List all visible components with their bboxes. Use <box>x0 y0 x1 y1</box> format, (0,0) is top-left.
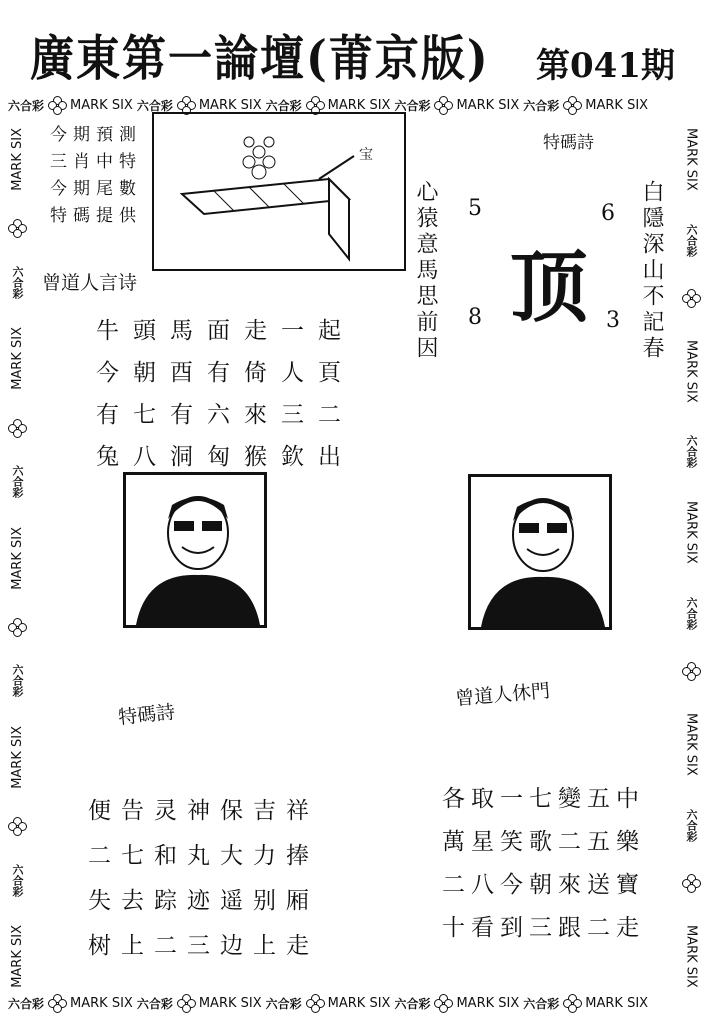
bottom-banner: 六合彩 MARK SIX 六合彩 MARK SIX 六合彩 MARK SIX 六合彩 MARK SIX 六合彩 MARK SIX <box>8 994 648 1012</box>
poem-left-lines <box>96 312 355 471</box>
top-banner: 六合彩 MARK SIX 六合彩 MARK SIX 六合彩 MARK SIX 六合彩 MARK SIX 六合彩 MARK SIX <box>8 96 648 114</box>
portrait-image <box>126 475 264 625</box>
number-bottom-left: 8 <box>468 305 482 330</box>
prediction-labels <box>50 122 142 230</box>
banner-mark-six: MARK SIX <box>70 97 133 113</box>
poem-line: 失去踪迹遥别厢 <box>88 888 319 914</box>
number-bottom-right: 3 <box>606 308 620 333</box>
bottom-left-caption: 特碼詩 <box>117 701 177 729</box>
flower-icon <box>434 994 452 1012</box>
left-verse-column: 心猿意馬思前因 <box>413 180 438 362</box>
poem-line: 树上二三边上走 <box>88 933 319 959</box>
flower-icon <box>8 219 26 237</box>
poem-line: 萬星笑歌二五樂 <box>442 829 645 855</box>
flower-icon <box>563 96 581 114</box>
bottom-left-poem <box>88 792 319 960</box>
flower-icon <box>8 817 26 835</box>
poem-line: 十看到三跟二走 <box>442 915 645 941</box>
flower-icon <box>48 994 66 1012</box>
flower-icon <box>48 96 66 114</box>
poem-line: 各取一七變五中 <box>442 786 645 812</box>
page-title: 廣東第一論壇(莆京版) <box>30 30 490 87</box>
right-verse-column: 白隱深山不記春 <box>639 180 664 362</box>
right-banner: MARK SIX 六合彩 MARK SIX 六合彩 MARK SIX 六合彩 MARK SIX 六合彩 MARK SIX <box>682 128 700 988</box>
bottom-right-caption: 曾道人休門 <box>454 679 551 711</box>
number-top-right: 6 <box>601 201 615 226</box>
poem-left-title: 曾道人言诗 <box>42 272 138 294</box>
prediction-line: 今期尾數 <box>50 179 142 199</box>
prediction-line: 特碼提供 <box>50 206 142 226</box>
poem-line: 兔八洞匈猴欽出 <box>96 444 355 470</box>
flower-icon <box>434 96 452 114</box>
poem-line: 二八今朝來送寶 <box>442 872 645 898</box>
poem-line: 牛頭馬面走一起 <box>96 318 355 344</box>
svg-text:宝: 宝 <box>359 147 373 163</box>
poem-line: 二七和丸大力捧 <box>88 843 319 869</box>
bench-illustration <box>154 114 404 269</box>
banner-lhc: 六合彩 <box>8 98 45 113</box>
illustration-frame <box>152 112 406 271</box>
flower-icon <box>306 994 324 1012</box>
poem-line: 今朝酉有倚人頁 <box>96 360 355 386</box>
flower-icon <box>563 994 581 1012</box>
special-poem-label: 特碼詩 <box>543 133 594 153</box>
flower-icon <box>8 419 26 437</box>
portrait-photo-left <box>123 472 267 628</box>
flower-icon <box>8 618 26 636</box>
issue-number: 第041期 <box>536 46 675 86</box>
flower-icon <box>177 994 195 1012</box>
featured-character: 顶 <box>510 243 589 333</box>
portrait-photo-right <box>468 474 612 630</box>
flower-icon <box>682 874 700 892</box>
portrait-image <box>471 477 609 627</box>
flower-icon <box>682 662 700 680</box>
flower-icon <box>682 289 700 307</box>
left-banner: MARK SIX 六合彩 MARK SIX 六合彩 MARK SIX 六合彩 MARK SIX 六合彩 MARK SIX <box>8 128 26 988</box>
number-top-left: 5 <box>468 196 482 221</box>
prediction-line: 今期預測 <box>50 125 142 145</box>
prediction-line: 三肖中特 <box>50 152 142 172</box>
bottom-right-poem <box>442 780 645 942</box>
poem-line: 有七有六來三二 <box>96 402 355 428</box>
poem-line: 便告灵神保吉祥 <box>88 798 319 824</box>
